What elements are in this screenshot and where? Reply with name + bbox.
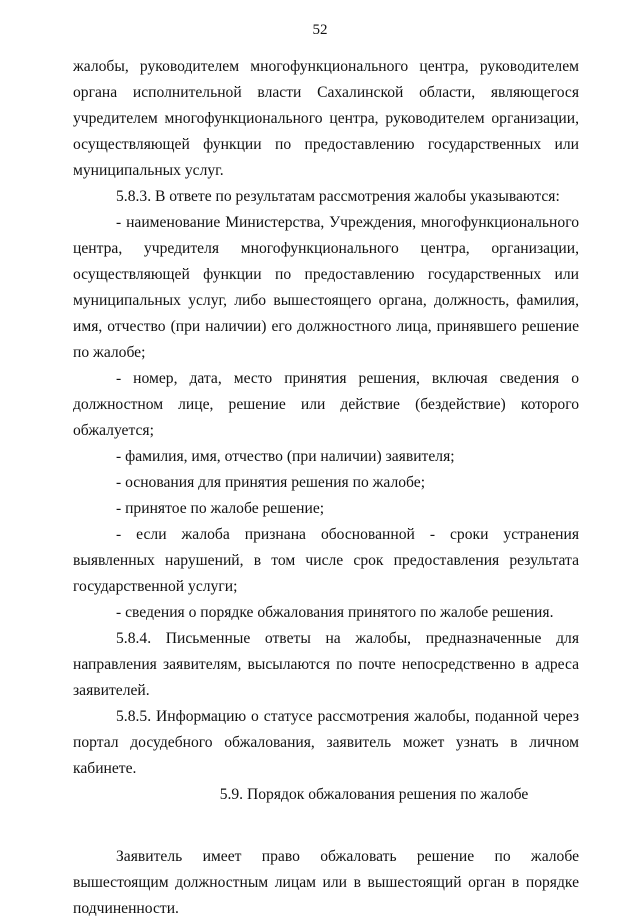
list-item-name: - наименование Министерства, Учреждения, многофункционального центра, учредителя многофункционального центра, организации, осуществляющей функции по предоставлению государственных или муниципальных услуг, либо вышестоящего органа, должность, фамилия, имя, отчество (при наличии) его должностного лица, принявшего решение по жалобе; [73,214,579,361]
paragraph-5-8-3: 5.8.3. В ответе по результатам рассмотрения жалобы указываются: [116,188,560,205]
paragraph-5-8-4: 5.8.4. Письменные ответы на жалобы, предназначенные для направления заявителям, высылаются по почте непосредственно в адреса заявителей. [73,630,579,699]
paragraph-5-8-5: 5.8.5. Информацию о статусе рассмотрения жалобы, поданной через портал досудебного обжалования, заявитель может узнать в личном кабинете. [73,708,579,777]
page-number: 52 [312,22,328,38]
section-spacer [73,808,579,844]
paragraph-appeal-right: Заявитель имеет право обжаловать решение по жалобе вышестоящим должностным лицам или в вышестоящий орган в порядке подчиненности. [73,848,579,917]
list-item-appeal-procedure: - сведения о порядке обжалования принятого по жалобе решения. [116,604,554,621]
list-item-applicant-name: - фамилия, имя, отчество (при наличии) заявителя; [116,448,455,465]
list-item-decision: - принятое по жалобе решение; [116,500,325,517]
list-item-deadlines: - если жалоба признана обоснованной - сроки устранения выявленных нарушений, в том числе срок предоставления результата государственной услуги; [73,526,579,595]
document-body [73,54,579,922]
paragraph-continuation: жалобы, руководителем многофункционального центра, руководителем органа исполнительной власти Сахалинской области, являющегося учредителем многофункционального центра, руководителем организации, осуществляющей функции по предоставлению государственных или муниципальных услуг. [73,58,579,179]
list-item-number-date: - номер, дата, место принятия решения, включая сведения о должностном лице, решение или действие (бездействие) которого обжалуется; [73,370,579,439]
list-item-grounds: - основания для принятия решения по жалобе; [116,474,426,491]
section-heading-5-9: 5.9. Порядок обжалования решения по жалобе [219,786,529,803]
